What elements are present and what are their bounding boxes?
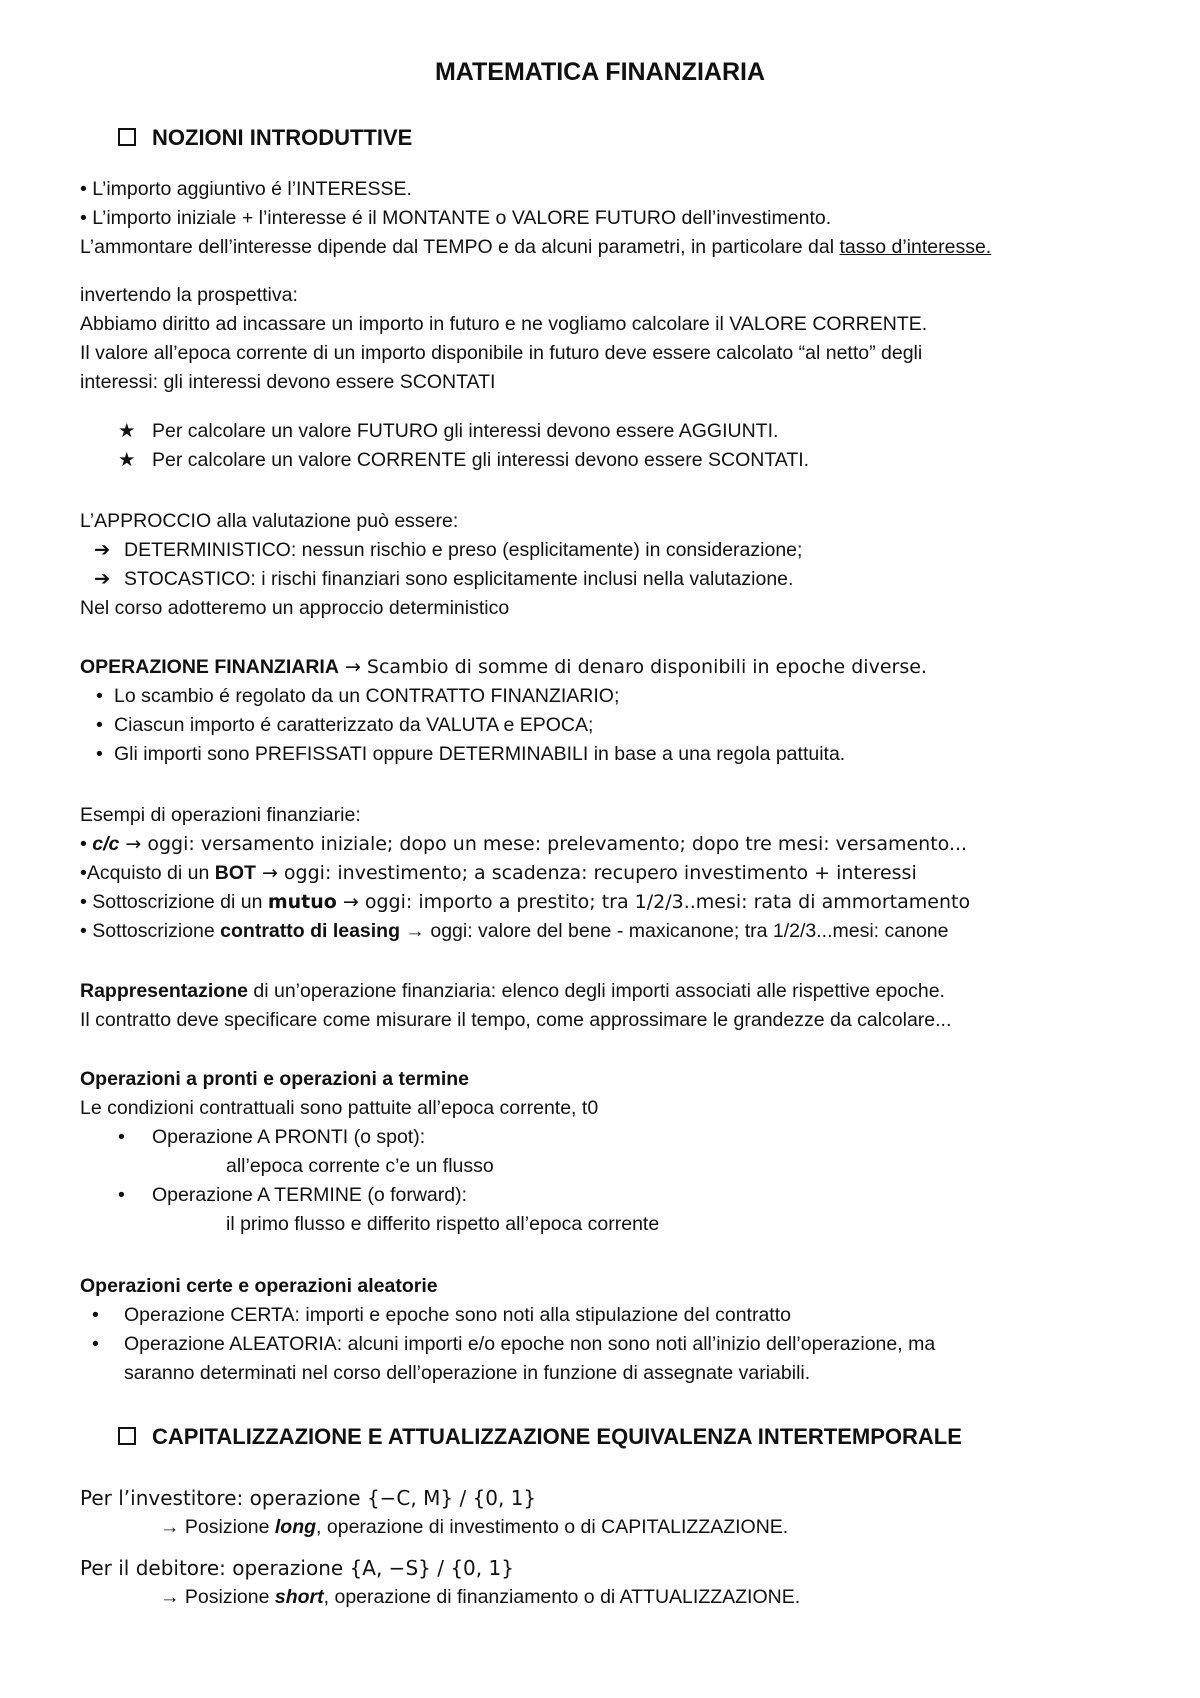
certe-item-1: Operazione CERTA: importi e epoche sono noti alla stipulazione del contratto [124,1304,791,1326]
approccio-note: Nel corso adotteremo un approccio deterministico [80,597,510,619]
operazione-desc: → Scambio di somme di denaro disponibili in epoche diverse. [338,656,927,678]
arrow-text: → Posizione [160,1586,275,1608]
esempio-1-key: c/c [92,833,120,855]
rappresentazione-line-1 [80,980,945,1003]
short-rest: , operazione di finanziamento o di ATTUALIZZAZIONE. [323,1586,801,1608]
operazione-bullet-2: Ciascun importo é caratterizzato da VALUTA e EPOCA; [114,714,594,736]
pronti-heading: Operazioni a pronti e operazioni a termine [80,1068,469,1090]
bullet-icon: • [118,1126,125,1148]
arrow-text: → Posizione [160,1516,275,1538]
certe-item-2: Operazione ALEATORIA: alcuni importi e/o epoche non sono noti all’inizio dell’operazione, ma [124,1333,936,1355]
approccio-item-2: STOCASTICO: i rischi finanziari sono esplicitamente inclusi nella valutazione. [124,568,794,590]
rappresentazione-line-2: Il contratto deve specificare come misurare il tempo, come approssimare le grandezze da calcolare... [80,1009,952,1031]
esempio-3-key: mutuo [267,891,337,913]
approccio-intro: L’APPROCCIO alla valutazione può essere: [80,510,459,532]
intro-line-3 [80,236,991,259]
esempio-1-rest: → oggi: versamento iniziale; dopo un mese: prelevamento; dopo tre mesi: versamento... [119,833,968,855]
section-heading-nozioni [118,125,412,151]
pronti-item-2-detail: il primo flusso e differito rispetto all’epoca corrente [226,1213,660,1235]
rappresentazione-rest: di un’operazione finanziaria: elenco degli importi associati alle rispettive epoche. [247,980,945,1002]
arrow-right-icon: ➔ [94,568,111,590]
section-heading-text: NOZIONI INTRODUTTIVE [152,125,413,150]
long-key: long [274,1516,317,1538]
long-rest: , operazione di investimento o di CAPITALIZZAZIONE. [316,1516,789,1538]
prospettiva-line-1: invertendo la prospettiva: [80,284,298,306]
operazione-bullet-3: Gli importi sono PREFISSATI oppure DETERMINABILI in base a una regola pattuita. [114,743,846,765]
certe-heading: Operazioni certe e operazioni aleatorie [80,1275,438,1297]
intro-line-3-text: L’ammontare dell’interesse dipende dal TEMPO e da alcuni parametri, in particolare dal [80,236,840,258]
esempio-3: • Sottoscrizione di un mutuo → oggi: importo a prestito; tra 1/2/3..mesi: rata di ammortamento [80,891,971,913]
operazione-label: OPERAZIONE FINANZIARIA [80,656,339,678]
checkbox-icon [118,1427,136,1445]
pronti-intro: Le condizioni contrattuali sono pattuite all’epoca corrente, t0 [80,1097,599,1119]
bullet-icon: • [118,1184,125,1206]
bullet-icon: • [96,743,103,765]
capitalizzazione-long [160,1516,788,1539]
short-key: short [274,1586,324,1608]
esempio-2-rest: → oggi: investimento; a scadenza: recupero investimento + interessi [255,862,917,884]
esempio-4: • Sottoscrizione contratto di leasing → oggi: valore del bene - maxicanone; tra 1/2/3...mesi: canone [80,920,949,942]
esempio-3-pre: Sottoscrizione di un [92,891,268,913]
operazione-finanziaria-line [80,656,927,679]
section-heading-capitalizzazione [118,1424,962,1450]
esempio-4-pre: Sottoscrizione [92,920,221,942]
section-heading-text: CAPITALIZZAZIONE E ATTUALIZZAZIONE EQUIVALENZA INTERTEMPORALE [152,1424,962,1449]
checkbox-icon [118,128,136,146]
esempio-2-pre: Acquisto di un [86,862,215,884]
esempio-4-rest: → oggi: valore del bene - maxicanone; tra 1/2/3...mesi: canone [400,920,949,942]
operazione-bullet-1: Lo scambio é regolato da un CONTRATTO FINANZIARIO; [114,685,620,707]
pronti-item-1-detail: all’epoca corrente c’e un flusso [226,1155,494,1177]
capitalizzazione-short [160,1586,800,1609]
prospettiva-line-3: Il valore all’epoca corrente di un importo disponibile in futuro deve essere calcolato “al netto” degli [80,342,923,364]
arrow-right-icon: ➔ [94,539,111,561]
pronti-item-2: Operazione A TERMINE (o forward): [152,1184,468,1206]
capitalizzazione-investitore: Per l’investitore: operazione {−C, M} / {0, 1} [80,1486,537,1510]
prospettiva-line-2: Abbiamo diritto ad incassare un importo in futuro e ne vogliamo calcolare il VALORE CORRENTE. [80,313,928,335]
star-item-2: Per calcolare un valore CORRENTE gli interessi devono essere SCONTATI. [152,449,810,471]
esempio-3-rest: → oggi: importo a prestito; tra 1/2/3..mesi: rata di ammortamento [336,891,971,913]
esempi-intro: Esempi di operazioni finanziarie: [80,804,361,826]
intro-bullet-2: • L’importo iniziale + l’interesse é il MONTANTE o VALORE FUTURO dell’investimento. [80,207,832,229]
bullet-icon: • [92,1304,99,1326]
esempio-4-key: contratto di leasing [220,920,401,942]
rappresentazione-key: Rappresentazione [80,980,248,1002]
approccio-item-1: DETERMINISTICO: nessun rischio e preso (esplicitamente) in considerazione; [124,539,803,561]
star-icon: ★ [118,420,136,442]
capitalizzazione-debitore: Per il debitore: operazione {A, −S} / {0, 1} [80,1556,514,1580]
pronti-item-1: Operazione A PRONTI (o spot): [152,1126,426,1148]
star-icon: ★ [118,449,136,471]
esempio-2: •Acquisto di un BOT → oggi: investimento; a scadenza: recupero investimento + interessi [80,862,917,884]
document-title: MATEMATICA FINANZIARIA [434,58,766,86]
intro-bullet-1: • L’importo aggiuntivo é l’INTERESSE. [80,178,412,200]
esempio-2-key: BOT [214,862,256,884]
bullet-icon: • [96,714,103,736]
bullet-icon: • [96,685,103,707]
star-item-1: Per calcolare un valore FUTURO gli interessi devono essere AGGIUNTI. [152,420,779,442]
certe-item-2-cont: saranno determinati nel corso dell’operazione in funzione di assegnate variabili. [124,1362,811,1384]
esempio-1: • c/c → oggi: versamento iniziale; dopo un mese: prelevamento; dopo tre mesi: versamento... [80,833,968,855]
tasso-interesse-link: tasso d’interesse. [839,236,992,258]
bullet-icon: • [92,1333,99,1355]
prospettiva-line-4: interessi: gli interessi devono essere SCONTATI [80,371,496,393]
